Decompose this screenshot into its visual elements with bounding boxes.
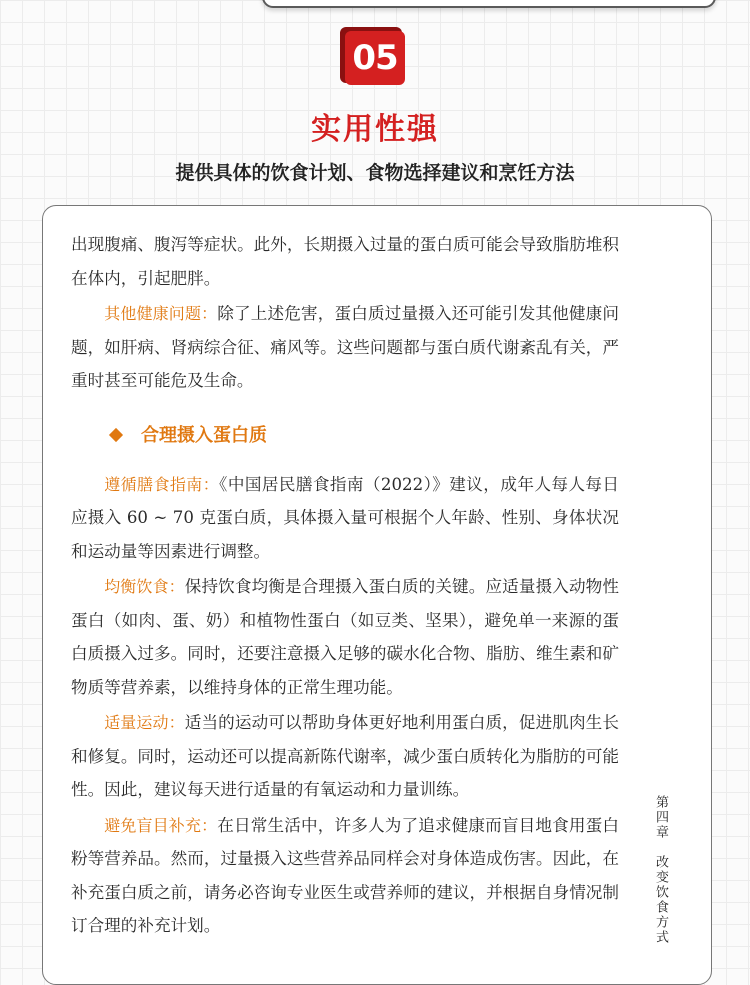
chapter-sidebar-label: 第四章 改变饮食方式 [653,795,668,945]
paragraph-dietary-guidelines [71,468,619,569]
book-page-content [71,228,619,943]
top-frame-decoration [262,0,716,8]
diamond-bullet-icon [109,427,123,441]
section-heading-text: 合理摄入蛋白质 [141,424,267,446]
section-number-badge [340,27,410,89]
section-heading [71,418,619,454]
paragraph-label: 均衡饮食： [104,577,185,596]
paragraph-text: 保持饮食均衡是合理摄入蛋白质的关键。应适量摄入动物性蛋白（如肉、蛋、奶）和植物性蛋白（如豆类、坚果），避免单一来源的蛋白质摄入过多。同时，还要注意摄入足够的碳水化合物、脂肪、维生素和矿物质等营养素，以维持身体的正常生理功能。 [71,577,619,697]
badge-number: 05 [345,31,405,85]
page-subtitle: 提供具体的饮食计划、食物选择建议和烹饪方法 [175,162,575,184]
paragraph-avoid-blind-supplement [71,809,619,943]
paragraph-label: 遵循膳食指南： [104,474,220,494]
paragraph-moderate-exercise [71,706,619,807]
paragraph-continued: 出现腹痛、腹泻等症状。此外，长期摄入过量的蛋白质可能会导致脂肪堆积在体内，引起肥胖。 [71,235,619,288]
paragraph-other-health-issues [71,297,619,398]
paragraph-text: 在日常生活中，许多人为了追求健康而盲目地食用蛋白粉等营养品。然而，过量摄入这些营养品同样会对身体造成伤害。因此，在补充蛋白质之前，请务必咨询专业医生或营养师的建议，并根据自身情况制订合理的补充计划。 [71,815,619,935]
paragraph-text: 除了上述危害，蛋白质过量摄入还可能引发其他健康问题，如肝病、肾病综合征、痛风等。这些问题都与蛋白质代谢紊乱有关，严重时甚至可能危及生命。 [71,304,619,390]
paragraph-label: 避免盲目补充： [104,815,218,835]
paragraph-label: 其他健康问题： [104,304,218,323]
paragraph-text: 《中国居民膳食指南（2022）》建议，成年人每人每日应摄入 60 ~ 70 克蛋白质，具体摄入量可根据个人年龄、性别、身体状况和运动量等因素进行调整。 [71,474,619,561]
page-title: 实用性强 [311,112,439,147]
paragraph-text: 适当的运动可以帮助身体更好地利用蛋白质，促进肌肉生长和修复。同时，运动还可以提高新陈代谢率，减少蛋白质转化为脂肪的可能性。因此，建议每天进行适量的有氧运动和力量训练。 [71,713,619,799]
paragraph-balanced-diet [71,570,619,704]
paragraph-label: 适量运动： [104,713,185,732]
